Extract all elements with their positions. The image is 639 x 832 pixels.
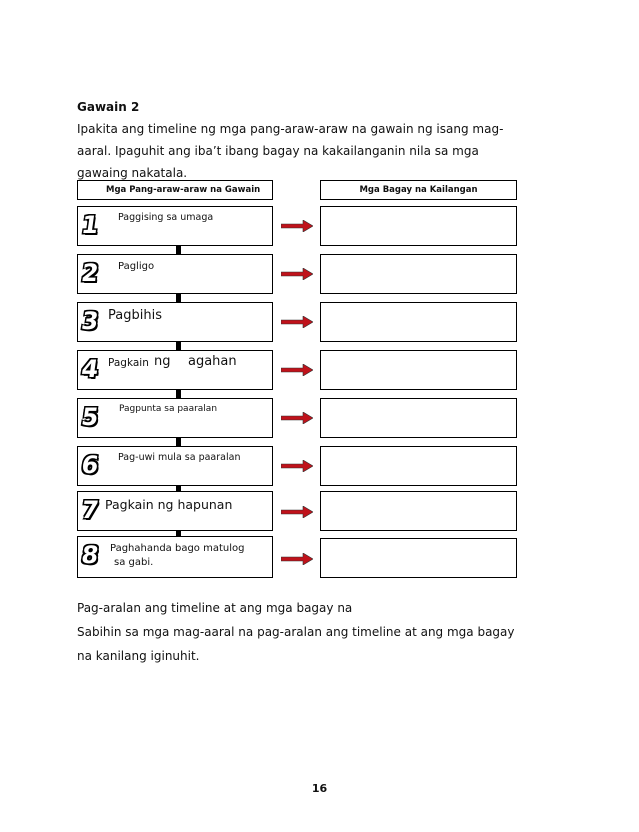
right-arrow-icon — [281, 412, 313, 424]
closing-line-2: Sabihin sa mga mag-aaral na pag-aralan ang timeline at ang mga bagay — [77, 625, 515, 639]
number-5-icon: 5 — [79, 403, 101, 431]
drawing-box-3[interactable] — [320, 302, 517, 342]
items-column-header: Mga Bagay na Kailangan — [320, 180, 517, 200]
number-4-icon: 4 — [79, 355, 101, 383]
drawing-box-8[interactable] — [320, 538, 517, 578]
closing-line-1: Pag-aralan ang timeline at ang mga bagay na — [77, 601, 353, 615]
activity-label-5: Pagpunta sa paaralan — [119, 404, 218, 414]
number-3-icon: 3 — [79, 307, 101, 335]
drawing-box-5[interactable] — [320, 398, 517, 438]
activity-heading: Gawain 2 — [77, 100, 140, 114]
number-8-icon: 8 — [79, 541, 101, 569]
activity-box-7 — [77, 491, 273, 531]
instruction-line-2: aaral. Ipaguhit ang iba’t ibang bagay na kakailanganin nila sa mga — [77, 144, 479, 158]
drawing-box-7[interactable] — [320, 491, 517, 531]
activity-box-2 — [77, 254, 273, 294]
activity-label-8-line2: sa gabi. — [114, 557, 154, 568]
activity-box-8 — [77, 536, 273, 578]
drawing-box-6[interactable] — [320, 446, 517, 486]
activity-label-8-line1: Paghahanda bago matulog — [110, 543, 245, 554]
activity-label-2: Pagligo — [118, 261, 155, 272]
number-2-icon: 2 — [79, 259, 101, 287]
activity-label-4b: ng — [154, 354, 171, 369]
drawing-box-2[interactable] — [320, 254, 517, 294]
number-6-icon: 6 — [79, 451, 101, 479]
drawing-box-4[interactable] — [320, 350, 517, 390]
activity-box-6 — [77, 446, 273, 486]
activity-label-7: Pagkain ng hapunan — [105, 497, 233, 512]
closing-line-3: na kanilang iginuhit. — [77, 649, 200, 663]
instruction-line-3: gawaing nakatala. — [77, 166, 188, 180]
activity-box-4 — [77, 350, 273, 390]
number-1-icon: 1 — [79, 211, 101, 239]
activity-label-6: Pag-uwi mula sa paaralan — [118, 452, 241, 463]
activity-box-1 — [77, 206, 273, 246]
right-arrow-icon — [281, 460, 313, 472]
activity-box-5 — [77, 398, 273, 438]
activity-label-1: Paggising sa umaga — [118, 212, 214, 223]
instruction-line-1: Ipakita ang timeline ng mga pang-araw-araw na gawain ng isang mag- — [77, 122, 504, 136]
instructions — [77, 118, 557, 184]
right-arrow-icon — [281, 220, 313, 232]
activities-column-header: Mga Pang-araw-araw na Gawain — [77, 180, 273, 200]
drawing-box-1[interactable] — [320, 206, 517, 246]
activity-label-3: Pagbihis — [108, 308, 162, 323]
right-arrow-icon — [281, 316, 313, 328]
activity-box-3 — [77, 302, 273, 342]
activity-label-4c: agahan — [188, 354, 237, 369]
activity-label-4a: Pagkain — [108, 357, 149, 369]
right-arrow-icon — [281, 553, 313, 565]
right-arrow-icon — [281, 268, 313, 280]
right-arrow-icon — [281, 364, 313, 376]
page-number: 16 — [311, 782, 328, 795]
right-arrow-icon — [281, 506, 313, 518]
number-7-icon: 7 — [79, 496, 101, 524]
